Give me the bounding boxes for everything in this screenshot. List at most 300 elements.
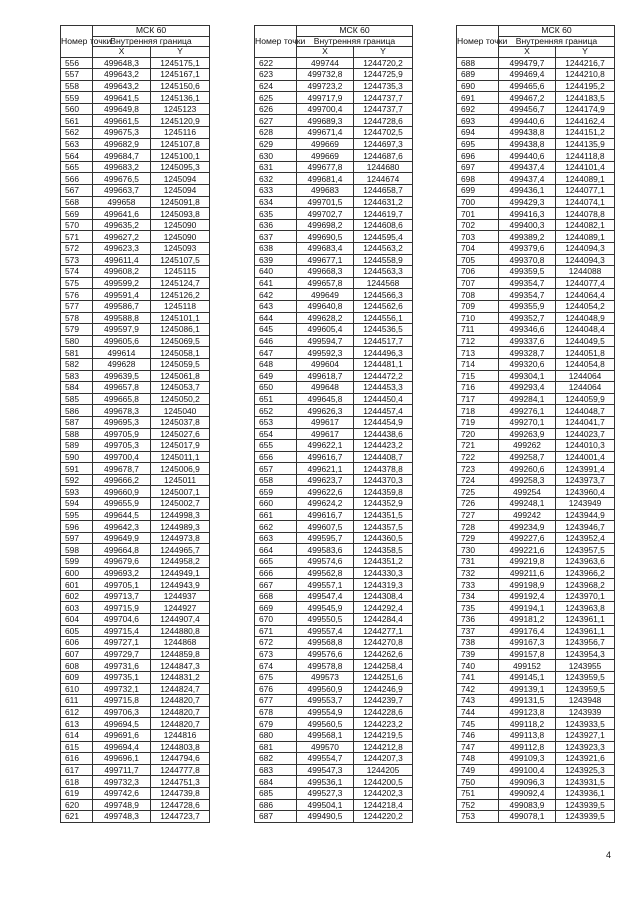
table-row: [255, 300, 413, 312]
y-coordinate: 1244566,3: [354, 289, 413, 301]
point-number: 682: [255, 753, 297, 765]
table-row: [255, 637, 413, 649]
table-row: [457, 370, 615, 382]
y-coordinate: 1244207,3: [354, 753, 413, 765]
point-number: 606: [61, 637, 93, 649]
x-coordinate: 499657,8: [297, 277, 354, 289]
x-coordinate: 499701,5: [297, 196, 354, 208]
x-coordinate: 499713,7: [93, 590, 151, 602]
y-coordinate: 1244358,5: [354, 544, 413, 556]
y-coordinate: 1245150,6: [151, 80, 210, 92]
y-coordinate: 1244239,7: [354, 695, 413, 707]
table-row: [61, 683, 210, 695]
point-number: 685: [255, 787, 297, 799]
x-coordinate: 499192,4: [499, 590, 556, 602]
point-number: 579: [61, 324, 93, 336]
point-number-header: Номер точки: [255, 26, 297, 58]
table-row: [255, 451, 413, 463]
point-number: 618: [61, 776, 93, 788]
table-row: [255, 729, 413, 741]
point-number: 647: [255, 347, 297, 359]
y-coordinate: 1244619,7: [354, 208, 413, 220]
x-coordinate: 499641,6: [93, 208, 151, 220]
point-number: 681: [255, 741, 297, 753]
x-header: X: [499, 47, 556, 58]
table-row: [255, 602, 413, 614]
table-row: [255, 567, 413, 579]
table-row: [457, 324, 615, 336]
y-coordinate: 1243936,1: [556, 787, 615, 799]
x-coordinate: 499570: [297, 741, 354, 753]
table-row: [255, 115, 413, 127]
table-row: [255, 231, 413, 243]
table-row: [457, 127, 615, 139]
x-coordinate: 499683: [297, 185, 354, 197]
table-row: [457, 787, 615, 799]
y-coordinate: 1244658,7: [354, 185, 413, 197]
y-coordinate: 1244054,8: [556, 358, 615, 370]
x-coordinate: 499352,7: [499, 312, 556, 324]
y-coordinate: 1244246,9: [354, 683, 413, 695]
table-row: [457, 185, 615, 197]
x-coordinate: 499693,2: [93, 567, 151, 579]
table-row: [61, 57, 210, 69]
table-row: [61, 625, 210, 637]
y-coordinate: 1244205: [354, 764, 413, 776]
table-row: [61, 231, 210, 243]
table-row: [255, 764, 413, 776]
table-row: [255, 92, 413, 104]
x-coordinate: 499438,8: [499, 127, 556, 139]
x-coordinate: 499320,6: [499, 358, 556, 370]
x-coordinate: 499176,4: [499, 625, 556, 637]
point-number: 598: [61, 544, 93, 556]
y-coordinate: 1244077,1: [556, 185, 615, 197]
y-coordinate: 1245167,1: [151, 69, 210, 81]
x-coordinate: 499379,6: [499, 243, 556, 255]
point-number: 727: [457, 509, 499, 521]
point-number: 705: [457, 254, 499, 266]
x-coordinate: 499092,4: [499, 787, 556, 799]
point-number: 625: [255, 92, 297, 104]
table-row: [255, 347, 413, 359]
point-number: 735: [457, 602, 499, 614]
x-coordinate: 499554,9: [297, 706, 354, 718]
x-coordinate: 499599,2: [93, 277, 151, 289]
x-coordinate: 499607,5: [297, 521, 354, 533]
y-coordinate: 1245091,8: [151, 196, 210, 208]
x-coordinate: 499627,2: [93, 231, 151, 243]
table-row: [457, 486, 615, 498]
x-coordinate: 499705,3: [93, 440, 151, 452]
x-coordinate: 499684,7: [93, 150, 151, 162]
x-coordinate: 499715,9: [93, 602, 151, 614]
x-coordinate: 499440,6: [499, 150, 556, 162]
y-coordinate: 1244077,4: [556, 277, 615, 289]
table-row: [457, 161, 615, 173]
point-number: 621: [61, 811, 93, 823]
x-coordinate: 499668,3: [297, 266, 354, 278]
x-coordinate: 499440,6: [499, 115, 556, 127]
table-row: [255, 753, 413, 765]
point-number: 604: [61, 614, 93, 626]
point-number: 686: [255, 799, 297, 811]
point-number: 709: [457, 300, 499, 312]
point-number: 691: [457, 92, 499, 104]
x-coordinate: 499262: [499, 440, 556, 452]
x-coordinate: 499221,6: [499, 544, 556, 556]
x-coordinate: 499727,1: [93, 637, 151, 649]
x-coordinate: 499691,6: [93, 729, 151, 741]
x-coordinate: 499643,2: [93, 80, 151, 92]
x-coordinate: 499109,3: [499, 753, 556, 765]
point-number: 676: [255, 683, 297, 695]
y-coordinate: 1244949,1: [151, 567, 210, 579]
x-coordinate: 499715,4: [93, 625, 151, 637]
point-number: 616: [61, 753, 93, 765]
point-number: 664: [255, 544, 297, 556]
y-coordinate: 1245094: [151, 173, 210, 185]
point-number: 656: [255, 451, 297, 463]
y-coordinate: 1245107,8: [151, 138, 210, 150]
y-coordinate: 1244048,7: [556, 405, 615, 417]
point-number: 637: [255, 231, 297, 243]
table-row: [61, 289, 210, 301]
table-row: [255, 718, 413, 730]
table-row: [457, 69, 615, 81]
point-number: 636: [255, 219, 297, 231]
x-coordinate: 499664,8: [93, 544, 151, 556]
point-number: 734: [457, 590, 499, 602]
y-coordinate: 1244725,9: [354, 69, 413, 81]
y-coordinate: 1243959,5: [556, 671, 615, 683]
x-coordinate: 499690,5: [297, 231, 354, 243]
y-coordinate: 1244319,3: [354, 579, 413, 591]
y-coordinate: 1245175,1: [151, 57, 210, 69]
y-coordinate: 1244202,3: [354, 787, 413, 799]
y-coordinate: 1245002,7: [151, 498, 210, 510]
point-number: 614: [61, 729, 93, 741]
y-coordinate: 1243961,1: [556, 614, 615, 626]
table-row: [255, 266, 413, 278]
x-coordinate: 499679,6: [93, 556, 151, 568]
point-number: 557: [61, 69, 93, 81]
x-coordinate: 499628,2: [297, 312, 354, 324]
table-row: [457, 637, 615, 649]
table-row: [255, 80, 413, 92]
x-coordinate: 499370,8: [499, 254, 556, 266]
point-number: 725: [457, 486, 499, 498]
point-number: 715: [457, 370, 499, 382]
point-number: 677: [255, 695, 297, 707]
y-coordinate: 1245136,1: [151, 92, 210, 104]
y-coordinate: 1244536,5: [354, 324, 413, 336]
x-coordinate: 499677,8: [297, 161, 354, 173]
point-number: 592: [61, 474, 93, 486]
table-row: [255, 405, 413, 417]
y-coordinate: 1244162,4: [556, 115, 615, 127]
y-coordinate: 1243955: [556, 660, 615, 672]
y-coordinate: 1243961,1: [556, 625, 615, 637]
table-row: [255, 498, 413, 510]
point-number: 704: [457, 243, 499, 255]
x-coordinate: 499681,4: [297, 173, 354, 185]
point-number: 642: [255, 289, 297, 301]
y-coordinate: 1244958,2: [151, 556, 210, 568]
table-row: [255, 103, 413, 115]
x-coordinate: 499608,2: [93, 266, 151, 278]
x-coordinate: 499702,7: [297, 208, 354, 220]
x-coordinate: 499198,9: [499, 579, 556, 591]
x-coordinate: 499416,3: [499, 208, 556, 220]
table-row: [61, 185, 210, 197]
table-row: [61, 532, 210, 544]
y-coordinate: 1244174,9: [556, 103, 615, 115]
x-coordinate: 499219,8: [499, 556, 556, 568]
point-number: 701: [457, 208, 499, 220]
y-coordinate: 1244728,6: [151, 799, 210, 811]
x-coordinate: 499083,9: [499, 799, 556, 811]
point-number: 601: [61, 579, 93, 591]
y-coordinate: 1245120,9: [151, 115, 210, 127]
y-coordinate: 1244370,3: [354, 474, 413, 486]
x-coordinate: 499645,8: [297, 393, 354, 405]
y-coordinate: 1244674: [354, 173, 413, 185]
x-coordinate: 499568,8: [297, 637, 354, 649]
point-number: 717: [457, 393, 499, 405]
table-row: [457, 335, 615, 347]
table-row: [61, 590, 210, 602]
table-row: [255, 335, 413, 347]
x-coordinate: 499568,1: [297, 729, 354, 741]
table-row: [61, 277, 210, 289]
x-coordinate: 499700,4: [297, 103, 354, 115]
point-number: 721: [457, 440, 499, 452]
y-coordinate: 1244737,7: [354, 92, 413, 104]
y-coordinate: 1244360,5: [354, 532, 413, 544]
y-coordinate: 1244051,8: [556, 347, 615, 359]
table-row: [255, 173, 413, 185]
table-row: [61, 103, 210, 115]
point-number: 687: [255, 811, 297, 823]
point-number: 584: [61, 382, 93, 394]
y-coordinate: 1244082,1: [556, 219, 615, 231]
y-coordinate: 1243931,5: [556, 776, 615, 788]
point-number: 684: [255, 776, 297, 788]
point-number: 672: [255, 637, 297, 649]
table-row: [457, 498, 615, 510]
table-row: [61, 498, 210, 510]
y-coordinate: 1244216,7: [556, 57, 615, 69]
y-coordinate: 1244687,6: [354, 150, 413, 162]
point-number: 669: [255, 602, 297, 614]
y-coordinate: 1245094: [151, 185, 210, 197]
y-coordinate: 1243959,5: [556, 683, 615, 695]
y-coordinate: 1244481,1: [354, 358, 413, 370]
y-coordinate: 1244517,7: [354, 335, 413, 347]
x-coordinate: 499698,2: [297, 219, 354, 231]
y-coordinate: 1244270,8: [354, 637, 413, 649]
y-coordinate: 1244378,8: [354, 463, 413, 475]
point-number: 564: [61, 150, 93, 162]
table-row: [255, 671, 413, 683]
x-coordinate: 499611,4: [93, 254, 151, 266]
y-coordinate: 1244472,2: [354, 370, 413, 382]
y-coordinate: 1244357,5: [354, 521, 413, 533]
table-row: [457, 567, 615, 579]
point-number: 595: [61, 509, 93, 521]
y-coordinate: 1245069,5: [151, 335, 210, 347]
y-coordinate: 1244089,1: [556, 173, 615, 185]
point-number: 562: [61, 127, 93, 139]
point-number: 694: [457, 127, 499, 139]
point-number: 663: [255, 532, 297, 544]
x-coordinate: 499748,9: [93, 799, 151, 811]
x-coordinate: 499304,1: [499, 370, 556, 382]
point-number-header: Номер точки: [457, 26, 499, 58]
point-number: 706: [457, 266, 499, 278]
table-row: [457, 451, 615, 463]
point-number: 648: [255, 358, 297, 370]
point-number: 634: [255, 196, 297, 208]
x-coordinate: 499078,1: [499, 811, 556, 823]
x-coordinate: 499744: [297, 57, 354, 69]
table-row: [61, 358, 210, 370]
y-coordinate: 1245011: [151, 474, 210, 486]
x-coordinate: 499194,1: [499, 602, 556, 614]
point-number: 692: [457, 103, 499, 115]
table-row: [255, 312, 413, 324]
point-number: 658: [255, 474, 297, 486]
x-coordinate: 499355,9: [499, 300, 556, 312]
table-row: [457, 463, 615, 475]
point-number: 675: [255, 671, 297, 683]
point-number: 716: [457, 382, 499, 394]
y-coordinate: 1244041,7: [556, 416, 615, 428]
table-row: [255, 127, 413, 139]
y-coordinate: 1244803,8: [151, 741, 210, 753]
x-coordinate: 499696,1: [93, 753, 151, 765]
x-coordinate: 499675,3: [93, 127, 151, 139]
x-coordinate: 499742,6: [93, 787, 151, 799]
y-coordinate: 1244680: [354, 161, 413, 173]
y-coordinate: 1244720,2: [354, 57, 413, 69]
y-coordinate: 1244735,3: [354, 80, 413, 92]
y-coordinate: 1245124,7: [151, 277, 210, 289]
y-coordinate: 1244292,4: [354, 602, 413, 614]
y-coordinate: 1244101,4: [556, 161, 615, 173]
table-row: [457, 614, 615, 626]
table-row: [61, 243, 210, 255]
y-coordinate: 1244965,7: [151, 544, 210, 556]
table-row: [61, 695, 210, 707]
y-coordinate: 1243948: [556, 695, 615, 707]
point-number: 743: [457, 695, 499, 707]
x-coordinate: 499562,8: [297, 567, 354, 579]
point-number: 624: [255, 80, 297, 92]
x-coordinate: 499594,7: [297, 335, 354, 347]
point-number: 643: [255, 300, 297, 312]
point-number: 559: [61, 92, 93, 104]
x-coordinate: 499649: [297, 289, 354, 301]
y-coordinate: 1244824,7: [151, 683, 210, 695]
x-coordinate: 499677,1: [297, 254, 354, 266]
point-number: 581: [61, 347, 93, 359]
point-number: 582: [61, 358, 93, 370]
point-number: 619: [61, 787, 93, 799]
table-row: [457, 416, 615, 428]
x-coordinate: 499695,3: [93, 416, 151, 428]
y-coordinate: 1245006,9: [151, 463, 210, 475]
x-coordinate: 499658: [93, 196, 151, 208]
y-coordinate: 1244308,4: [354, 590, 413, 602]
point-number: 732: [457, 567, 499, 579]
table-row: [61, 706, 210, 718]
x-coordinate: 499641,5: [93, 92, 151, 104]
table-row: [61, 150, 210, 162]
x-coordinate: 499622,6: [297, 486, 354, 498]
x-coordinate: 499705,1: [93, 579, 151, 591]
x-coordinate: 499660,9: [93, 486, 151, 498]
boundary-header: Внутренняя граница: [499, 36, 615, 47]
table-row: [61, 463, 210, 475]
table-row: [61, 173, 210, 185]
y-header: Y: [556, 47, 615, 58]
x-coordinate: 499663,7: [93, 185, 151, 197]
x-coordinate: 499732,8: [297, 69, 354, 81]
x-coordinate: 499131,5: [499, 695, 556, 707]
point-number: 739: [457, 648, 499, 660]
point-number: 728: [457, 521, 499, 533]
point-number: 565: [61, 161, 93, 173]
table-row: [457, 277, 615, 289]
table-row: [255, 695, 413, 707]
table-row: [61, 80, 210, 92]
x-coordinate: 499676,5: [93, 173, 151, 185]
table-row: [61, 196, 210, 208]
x-coordinate: 499617: [297, 428, 354, 440]
table-row: [61, 486, 210, 498]
y-coordinate: 1245116: [151, 127, 210, 139]
table-row: [255, 776, 413, 788]
point-number: 593: [61, 486, 93, 498]
table-row: [61, 405, 210, 417]
y-coordinate: 1245101,1: [151, 312, 210, 324]
y-coordinate: 1243956,7: [556, 637, 615, 649]
table-row: [61, 741, 210, 753]
x-coordinate: 499618,7: [297, 370, 354, 382]
point-number: 639: [255, 254, 297, 266]
table-row: [255, 69, 413, 81]
y-coordinate: 1244820,7: [151, 706, 210, 718]
y-coordinate: 1244284,4: [354, 614, 413, 626]
x-coordinate: 499732,3: [93, 776, 151, 788]
table-row: [457, 509, 615, 521]
table-row: [61, 440, 210, 452]
point-number: 693: [457, 115, 499, 127]
boundary-header: Внутренняя граница: [93, 36, 210, 47]
table-row: [457, 254, 615, 266]
x-coordinate: 499706,3: [93, 706, 151, 718]
table-row: [61, 266, 210, 278]
x-coordinate: 499648: [297, 382, 354, 394]
table-row: [61, 671, 210, 683]
y-coordinate: 1245053,7: [151, 382, 210, 394]
point-number: 588: [61, 428, 93, 440]
point-number: 590: [61, 451, 93, 463]
y-coordinate: 1244454,9: [354, 416, 413, 428]
table-row: [255, 289, 413, 301]
